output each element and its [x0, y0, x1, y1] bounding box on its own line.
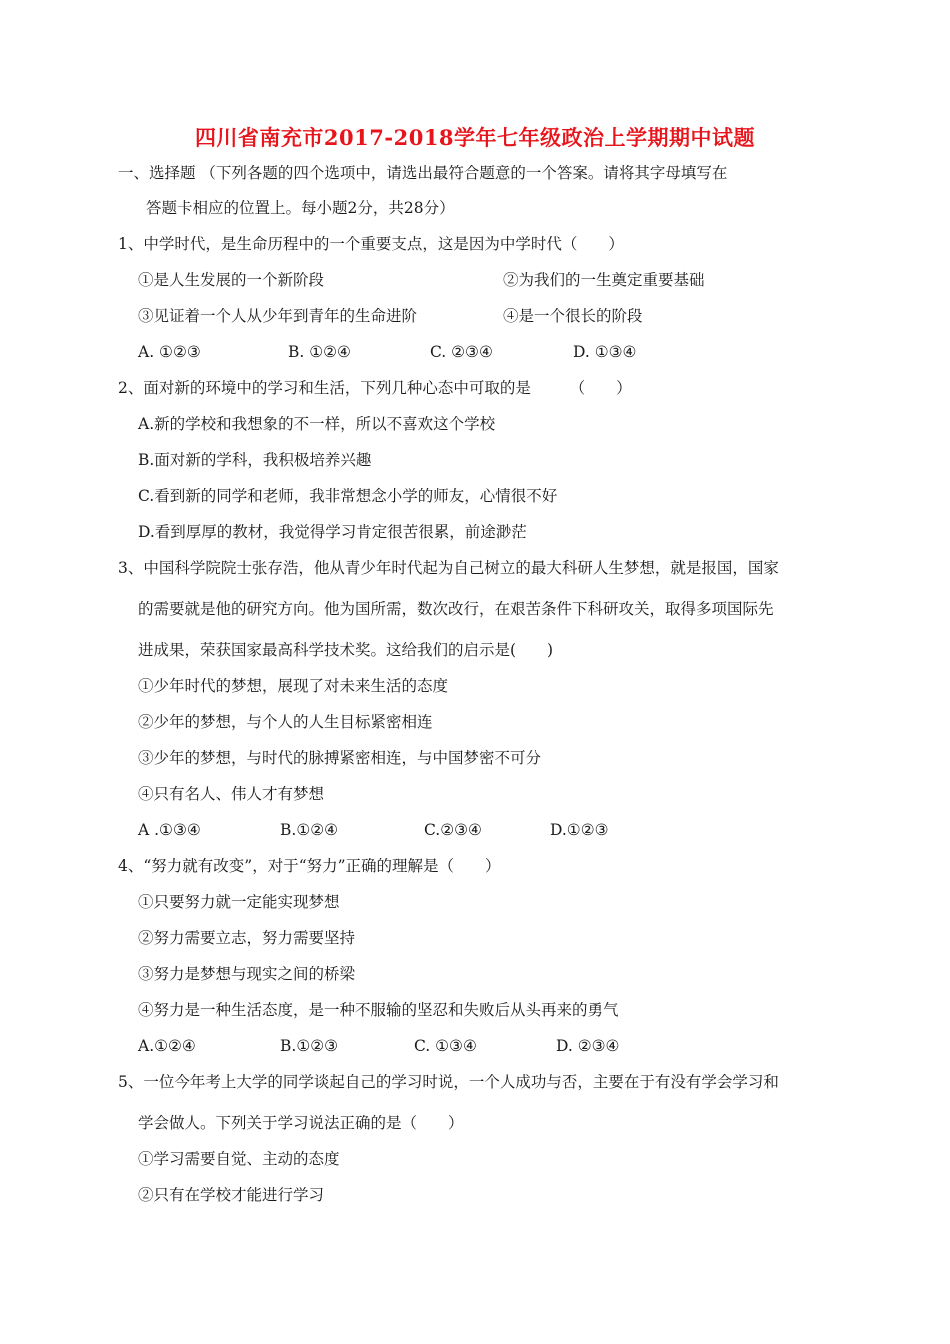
- question-4-item-1: ①只要努力就一定能实现梦想: [138, 893, 340, 911]
- page-title: 四川省南充市2017-2018学年七年级政治上学期期中试题: [194, 125, 756, 150]
- question-3-choice-a: A .①③④: [138, 821, 201, 839]
- question-4-stem: 4、“努力就有改变”，对于“努力”正确的理解是（ ）: [118, 857, 501, 875]
- question-3-choice-b: B.①②④: [280, 821, 339, 839]
- question-3-item-4: ④只有名人、伟人才有梦想: [138, 785, 325, 803]
- question-1-choice-d: D. ①③④: [573, 343, 637, 361]
- question-1-item-2: ②为我们的一生奠定重要基础: [503, 271, 705, 289]
- question-1-choice-a: A. ①②③: [138, 343, 201, 361]
- question-3-choice-c: C.②③④: [424, 821, 482, 839]
- section-heading: 一、选择题 （下列各题的四个选项中，请选出最符合题意的一个答案。请将其字母填写在: [118, 164, 728, 182]
- question-4-choice-b: B.①②③: [280, 1037, 339, 1055]
- question-5-item-2: ②只有在学校才能进行学习: [138, 1186, 325, 1204]
- question-2-choice-a: A.新的学校和我想象的不一样，所以不喜欢这个学校: [138, 415, 496, 433]
- question-1-item-1: ①是人生发展的一个新阶段: [138, 271, 325, 289]
- question-3-item-1: ①少年时代的梦想，展现了对未来生活的态度: [138, 677, 449, 695]
- question-3-item-3: ③少年的梦想，与时代的脉搏紧密相连，与中国梦密不可分: [138, 749, 542, 767]
- question-1-item-3: ③见证着一个人从少年到青年的生命进阶: [138, 307, 418, 325]
- question-4-choice-a: A.①②④: [138, 1037, 196, 1055]
- question-4-choice-d: D. ②③④: [556, 1037, 620, 1055]
- question-3-stem-line-2: 的需要就是他的研究方向。他为国所需，数次改行，在艰苦条件下科研攻关，取得多项国际先: [138, 600, 774, 618]
- question-1-item-4: ④是一个很长的阶段: [503, 307, 643, 325]
- question-2-stem: 2、面对新的环境中的学习和生活，下列几种心态中可取的是 （ ）: [118, 379, 632, 397]
- question-4-item-4: ④努力是一种生活态度，是一种不服输的坚忍和失败后从头再来的勇气: [138, 1001, 619, 1019]
- question-5-stem-line-1: 5、一位今年考上大学的同学谈起自己的学习时说，一个人成功与否，主要在于有没有学会学习和: [118, 1073, 779, 1091]
- question-5-item-1: ①学习需要自觉、主动的态度: [138, 1150, 340, 1168]
- question-1-choice-c: C. ②③④: [430, 343, 493, 361]
- question-4-item-3: ③努力是梦想与现实之间的桥梁: [138, 965, 356, 983]
- question-4-choice-c: C. ①③④: [414, 1037, 477, 1055]
- question-2-choice-b: B.面对新的学科，我积极培养兴趣: [138, 451, 372, 469]
- question-5-stem-line-2: 学会做人。下列关于学习说法正确的是（ ）: [138, 1114, 464, 1132]
- question-3-stem-line-3: 进成果，荣获国家最高科学技术奖。这给我们的启示是( ): [138, 641, 554, 659]
- question-3-item-2: ②少年的梦想，与个人的人生目标紧密相连: [138, 713, 433, 731]
- question-4-item-2: ②努力需要立志，努力需要坚持: [138, 929, 356, 947]
- question-3-stem-line-1: 3、中国科学院院士张存浩，他从青少年时代起为自己树立的最大科研人生梦想，就是报国，国家: [118, 559, 779, 577]
- question-1-choice-b: B. ①②④: [288, 343, 351, 361]
- question-2-choice-d: D.看到厚厚的教材，我觉得学习肯定很苦很累，前途渺茫: [138, 523, 527, 541]
- question-1-stem: 1、中学时代，是生命历程中的一个重要支点，这是因为中学时代（ ）: [118, 235, 624, 253]
- question-3-choice-d: D.①②③: [550, 821, 609, 839]
- section-heading-continued: 答题卡相应的位置上。每小题2分，共28分）: [146, 199, 455, 217]
- question-2-choice-c: C.看到新的同学和老师，我非常想念小学的师友，心情很不好: [138, 487, 558, 505]
